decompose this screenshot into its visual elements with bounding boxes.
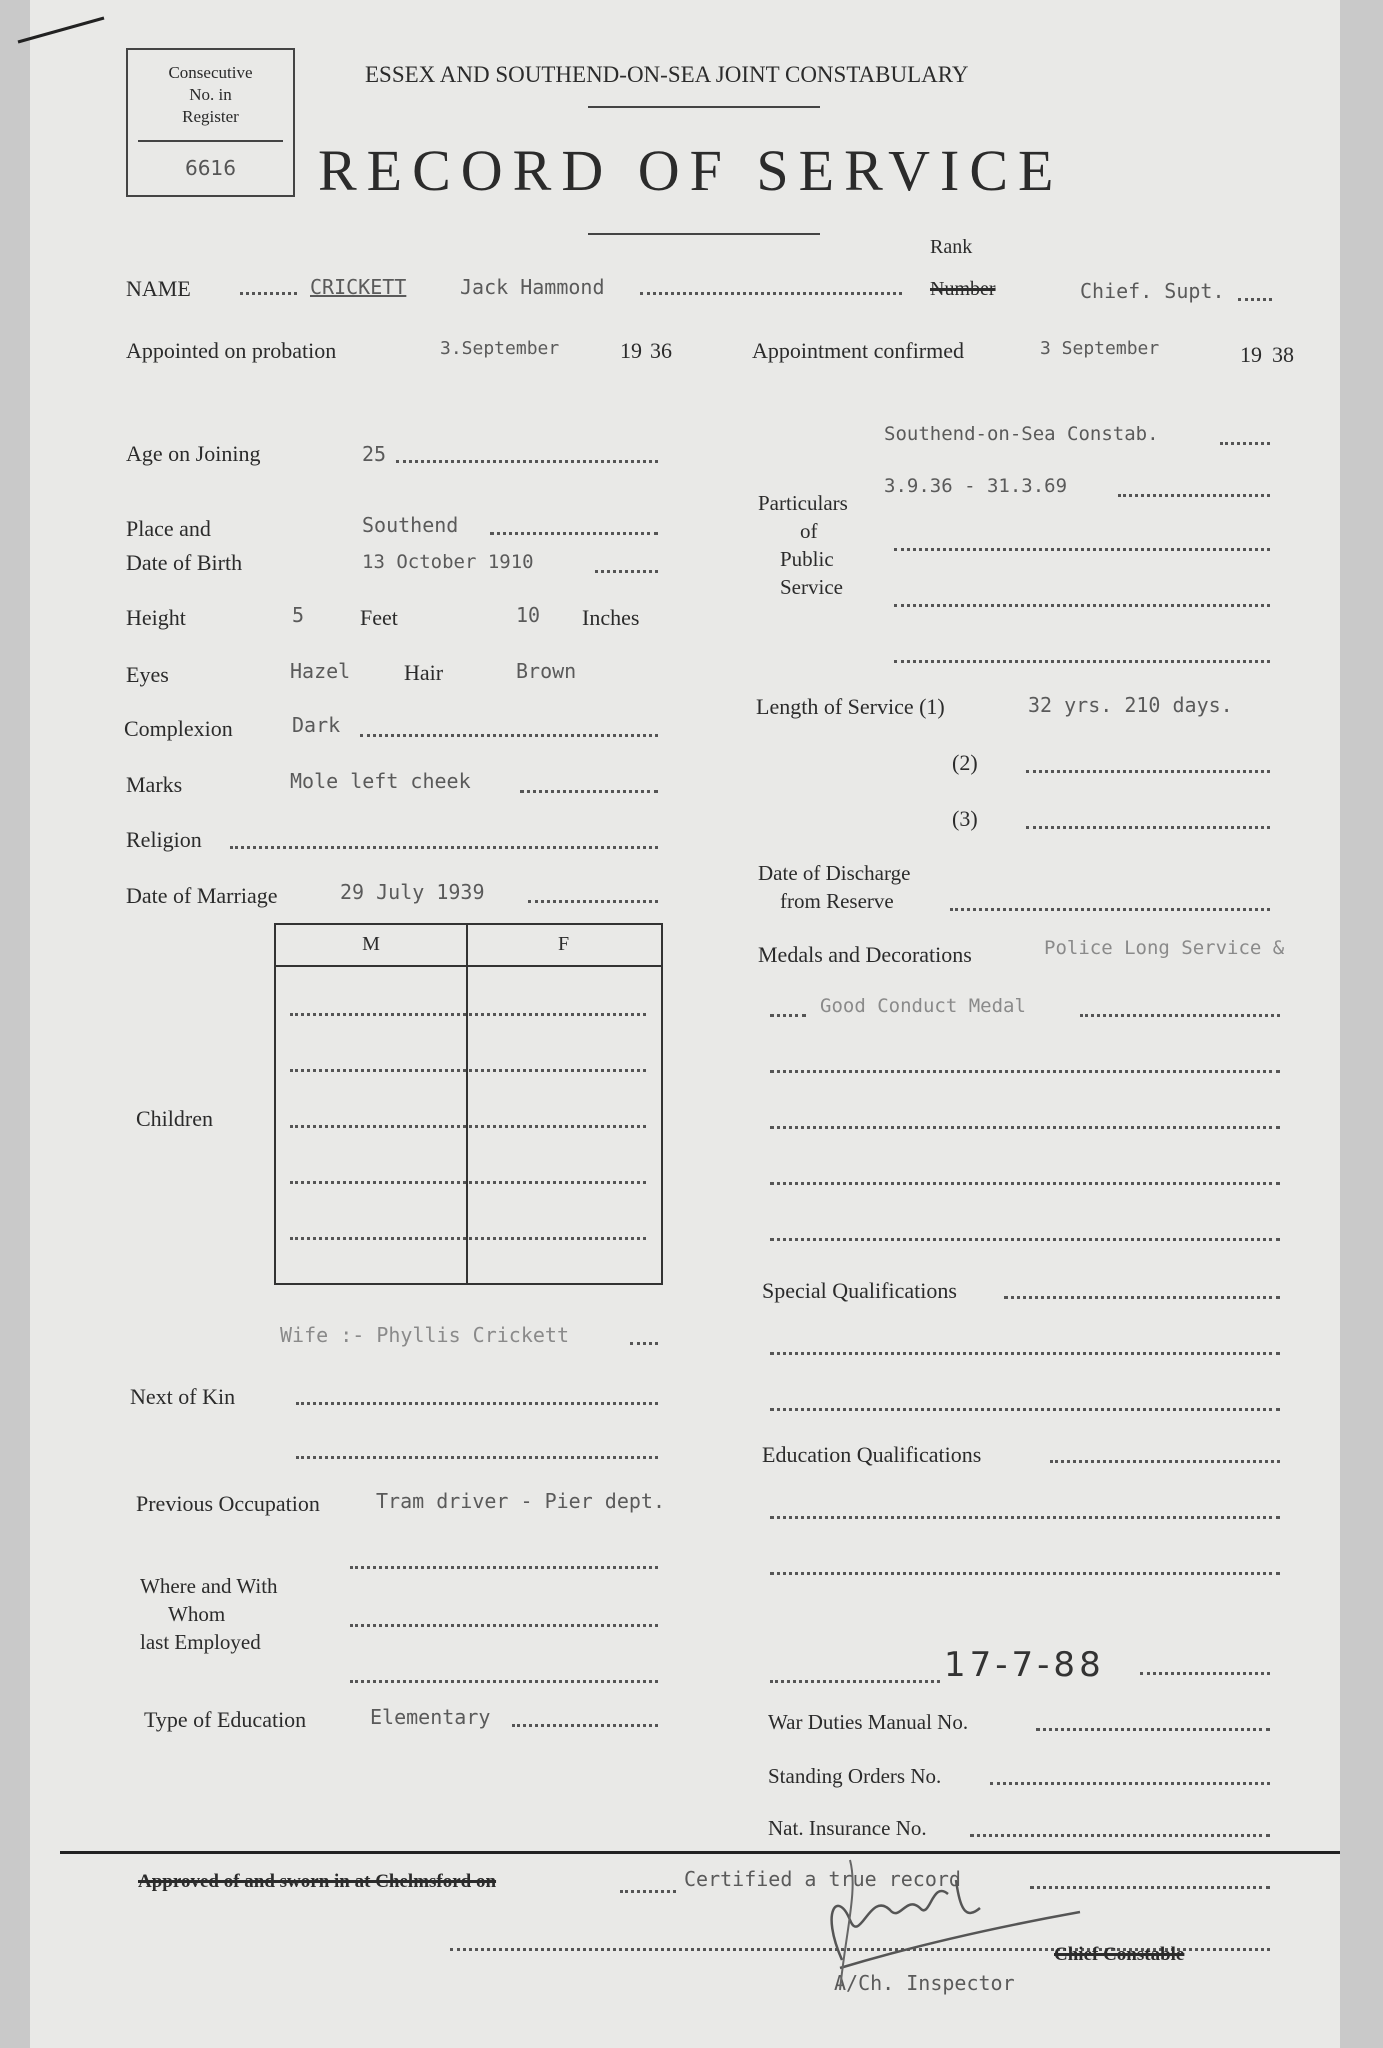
special-dots-3 [770,1408,1280,1411]
prev-occupation-value: Tram driver - Pier dept. [376,1489,665,1513]
where-label-3: last Employed [140,1630,261,1654]
length-label-2: (2) [952,750,978,775]
register-rule [138,140,283,142]
length-dots-3 [1026,826,1270,829]
education-dots-1 [1050,1460,1280,1463]
marks-dots [520,790,658,793]
prev-occupation-label: Previous Occupation [136,1491,320,1516]
age-dots [396,460,658,463]
children-header-rule [276,965,661,967]
medals-dots-6 [770,1238,1280,1241]
name-dots-2 [640,292,902,295]
rank-value: Chief. Supt. [1080,279,1225,303]
particulars-label-2: of [800,519,818,543]
medals-dots-1 [770,1014,806,1017]
religion-label: Religion [126,827,202,852]
inches-label: Inches [582,605,640,630]
medals-dots-5 [770,1182,1280,1185]
marriage-label: Date of Marriage [126,883,278,908]
dob-dots [595,570,658,573]
place-dots [490,532,658,535]
confirmed-date: 3 September [1040,338,1160,359]
register-number: 6616 [185,156,236,180]
public-dots-4 [894,604,1270,607]
height-inches-value: 10 [516,603,541,627]
probation-label: Appointed on probation [126,338,337,363]
height-feet-value: 5 [292,603,305,627]
inspector-title: A/Ch. Inspector [834,1971,1015,1995]
religion-dots [230,846,658,849]
medals-value-2: Good Conduct Medal [820,995,1026,1017]
feet-label: Feet [360,605,398,630]
register-label: Consecutive No. in Register [168,63,253,126]
dob-value: 13 October 1910 [362,551,534,573]
probation-year: 36 [650,338,672,363]
education-dots-5 [1140,1672,1270,1675]
children-table [274,923,663,1285]
place-label: Place and [126,516,211,541]
number-label-struck: Number [930,278,996,300]
children-label: Children [136,1106,213,1131]
education-dots-4 [770,1680,940,1683]
length-value-1: 32 yrs. 210 days. [1028,693,1233,717]
probation-date: 3.September [440,338,560,359]
record-sheet [30,0,1340,2048]
particulars-label-1: Particulars [758,491,848,515]
confirmed-label: Appointment confirmed [752,338,965,363]
confirmed-year-prefix: 19 [1240,342,1262,367]
public-dots-3 [894,548,1270,551]
particulars-label-4: Service [780,575,843,599]
length-label-3: (3) [952,806,978,831]
special-dots-1 [1004,1296,1280,1299]
war-duties-dots [1036,1728,1270,1731]
marriage-dots [528,900,658,903]
register-number-box [126,48,295,197]
where-dots-1 [350,1624,658,1627]
next-of-kin-label: Next of Kin [130,1384,236,1409]
title-bottom-rule [588,233,820,235]
hair-label: Hair [404,660,444,685]
where-label-2: Whom [168,1602,226,1626]
age-label: Age on Joining [126,441,261,466]
standing-orders-label: Standing Orders No. [768,1764,942,1788]
occupation-dots [350,1566,658,1569]
title-top-rule [588,106,820,108]
medals-dots-2 [1080,1014,1280,1017]
surname-value: CRICKETT [310,275,407,299]
confirmed-year: 38 [1272,342,1294,367]
nat-insurance-dots [970,1834,1270,1837]
kin-dots-1 [296,1402,658,1405]
signature [780,1850,1100,2000]
age-value: 25 [362,442,387,466]
marks-value: Mole left cheek [290,769,471,793]
length-dots-2 [1026,770,1270,773]
education-type-value: Elementary [370,1705,491,1729]
certified-text: Certified a true record [684,1867,961,1891]
dob-label: Date of Birth [126,550,243,575]
probation-year-prefix: 19 [620,338,642,363]
pen-mark [0,0,120,60]
complexion-label: Complexion [124,716,233,741]
length-label: Length of Service (1) [756,694,945,719]
given-names-value: Jack Hammond [460,275,605,299]
children-dots-2 [290,1069,646,1072]
public-dots-5 [894,660,1270,663]
chief-constable-struck: Chief Constable [1054,1944,1185,1965]
where-label-1: Where and With [140,1574,278,1598]
children-dots-5 [290,1237,646,1240]
place-value: Southend [362,513,459,537]
rank-dots [1238,298,1272,301]
children-col-f: F [557,933,570,955]
marriage-value: 29 July 1939 [340,880,485,904]
marks-label: Marks [126,772,183,797]
rank-label: Rank [930,236,973,258]
approved-struck: Approved of and sworn in at Chelmsford on [138,1871,497,1892]
kin-dots-2 [296,1456,658,1459]
particulars-label-3: Public [780,547,834,571]
education-dots-2 [770,1516,1280,1519]
height-label: Height [126,605,186,630]
discharge-dots [950,908,1270,911]
deceased-date: 17-7-88 [944,1645,1105,1685]
page-title: RECORD OF SERVICE [318,138,1064,203]
special-qualifications-label: Special Qualifications [762,1278,957,1303]
special-dots-2 [770,1352,1280,1355]
name-label: NAME [126,276,191,301]
discharge-label-2: from Reserve [780,889,894,913]
name-dots [240,292,297,295]
constabulary-name: ESSEX AND SOUTHEND-ON-SEA JOINT CONSTABULARY [365,62,969,87]
wife-dots [630,1342,658,1345]
medals-dots-4 [770,1126,1280,1129]
education-dots-3 [770,1572,1280,1575]
children-dots-4 [290,1181,646,1184]
public-service-value-1: Southend-on-Sea Constab. [884,423,1159,445]
hair-value: Brown [516,659,577,683]
children-column-divider [466,925,468,1283]
approved-dots [620,1890,676,1893]
public-dots-1 [1220,442,1270,445]
children-col-m: M [362,933,380,955]
nat-insurance-label: Nat. Insurance No. [768,1816,927,1840]
education-type-dots [512,1724,658,1727]
complexion-dots [360,734,658,737]
medals-dots-3 [770,1070,1280,1073]
war-duties-label: War Duties Manual No. [768,1710,969,1734]
footer-rule [60,1851,1340,1854]
where-dots-2 [350,1680,658,1683]
education-type-label: Type of Education [144,1707,307,1732]
public-service-value-2: 3.9.36 - 31.3.69 [884,475,1068,497]
public-dots-2 [1118,494,1270,497]
children-dots-3 [290,1125,646,1128]
discharge-label-1: Date of Discharge [758,861,911,885]
children-dots-1 [290,1013,646,1016]
medals-value-1: Police Long Service & [1044,937,1285,959]
education-qualifications-label: Education Qualifications [762,1442,982,1467]
eyes-label: Eyes [126,662,169,687]
eyes-value: Hazel [290,659,351,683]
medals-label: Medals and Decorations [758,942,972,967]
standing-orders-dots [990,1782,1270,1785]
complexion-value: Dark [292,713,341,737]
wife-value: Wife :- Phyllis Crickett [280,1323,569,1347]
